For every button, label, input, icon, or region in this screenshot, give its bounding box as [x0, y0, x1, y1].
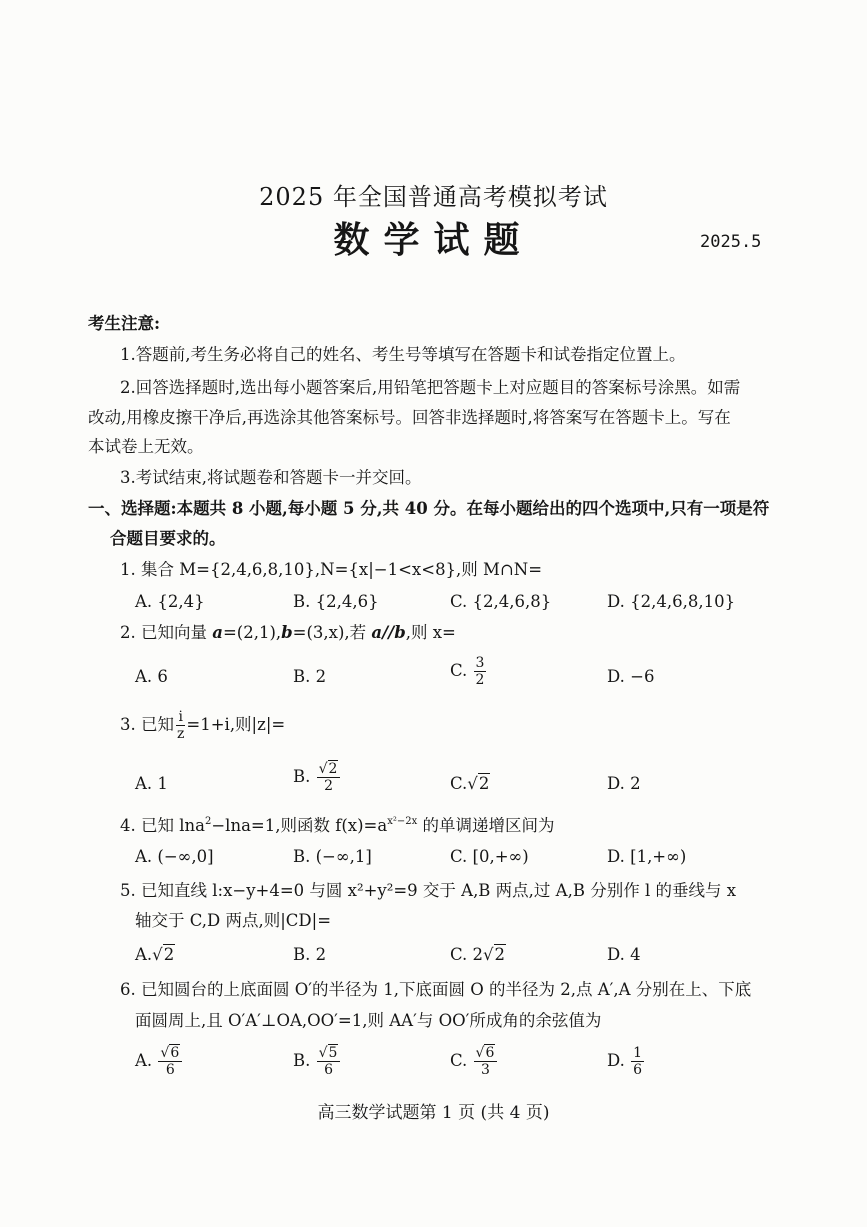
q6-option-a-label: A.	[135, 1051, 153, 1070]
q1-option-c: C. {2,4,6,8}	[450, 592, 552, 611]
fraction-denominator: z	[177, 726, 185, 742]
q1-option-a: A. {2,4}	[135, 592, 205, 611]
fraction-numerator: √6	[158, 1045, 182, 1062]
q3-option-b-fraction	[317, 761, 341, 794]
q6-option-b	[293, 1045, 340, 1078]
q6-option-d-fraction	[631, 1045, 644, 1078]
fraction-denominator: 3	[481, 1062, 490, 1078]
q2-stem-b: =(3,x),若	[292, 623, 372, 642]
fraction-denominator: 6	[324, 1062, 333, 1078]
q5-option-c: C. 2√2	[450, 945, 506, 964]
q2-parallel-symbol: //	[382, 623, 395, 642]
q4-stem-pre: 4. 已知 lna	[120, 816, 205, 835]
q2-parallel-a: a	[371, 623, 383, 642]
q6-option-a-fraction	[158, 1045, 182, 1078]
notice-item-2-line-3: 本试卷上无效。	[88, 437, 204, 456]
q3-stem-post: =1+i,则|z|=	[186, 715, 286, 734]
radicand: 2	[478, 774, 490, 793]
q4-stem-post: 的单调递增区间为	[417, 816, 555, 835]
fraction-denominator: 6	[633, 1062, 643, 1078]
q2-option-c	[450, 655, 486, 688]
notice-heading: 考生注意:	[88, 314, 161, 333]
fraction-denominator: 2	[475, 672, 485, 688]
q5-option-a-label: A.	[135, 945, 153, 964]
q3-stem-fraction	[175, 709, 186, 742]
radicand: 2	[163, 945, 175, 964]
q5-stem-line-2: 轴交于 C,D 两点,则|CD|=	[135, 911, 332, 930]
q4-stem-mid: −lna=1,则函数 f(x)=a	[211, 816, 388, 835]
notice-item-2-line-2: 改动,用橡皮擦干净后,再选涂其他答案标号。回答非选择题时,将答案写在答题卡上。写在	[88, 408, 731, 427]
radicand: 5	[328, 1045, 338, 1061]
notice-item-3: 3.考试结束,将试题卷和答题卡一并交回。	[120, 468, 422, 487]
exam-title: 2025 年全国普通高考模拟考试	[259, 183, 608, 211]
radicand: 6	[170, 1045, 180, 1061]
q2-stem-end: ,则 x=	[405, 623, 456, 642]
fraction-numerator: 1	[633, 1045, 643, 1061]
fraction-numerator: 3	[475, 655, 485, 671]
q2-option-b: B. 2	[293, 667, 327, 686]
notice-item-2-line-1: 2.回答选择题时,选出每小题答案后,用铅笔把答题卡上对应题目的答案标号涂黑。如需	[120, 378, 741, 397]
q2-stem-pre: 2. 已知向量	[120, 623, 213, 642]
radicand: 2	[494, 945, 506, 964]
q6-option-b-fraction	[317, 1045, 341, 1078]
q6-option-d	[607, 1045, 644, 1078]
q6-option-c-label: C.	[450, 1051, 468, 1070]
q2-vector-a: a	[212, 623, 223, 642]
q3-option-b	[293, 761, 340, 794]
q6-option-d-label: D.	[607, 1051, 625, 1070]
section-heading-line-1: 一、选择题:本题共 8 小题,每小题 5 分,共 40 分。在每小题给出的四个选项中,只有一项是符	[88, 499, 770, 518]
notice-item-1: 1.答题前,考生务必将自己的姓名、考生号等填写在答题卡和试卷指定位置上。	[120, 345, 686, 364]
q3-option-d: D. 2	[607, 774, 641, 793]
q3-option-a: A. 1	[135, 774, 168, 793]
q5-option-c-label: C. 2	[450, 945, 484, 964]
q3-option-b-label: B.	[293, 767, 311, 786]
q3-option-c: C.√2	[450, 774, 490, 793]
q6-stem-line-2: 面圆周上,且 O′A′⊥OA,OO′=1,则 AA′与 OO′所成角的余弦值为	[135, 1011, 602, 1030]
q6-option-b-label: B.	[293, 1051, 311, 1070]
q4-option-c: C. [0,+∞)	[450, 847, 529, 866]
q3-stem-pre: 3. 已知	[120, 715, 174, 734]
q5-option-b: B. 2	[293, 945, 327, 964]
q5-option-a: A.√2	[135, 945, 175, 964]
q2-option-d: D. −6	[607, 667, 655, 686]
q4-option-a: A. (−∞,0]	[135, 847, 214, 866]
q2-vector-b: b	[281, 623, 293, 642]
q2-option-c-fraction	[474, 655, 487, 688]
fraction-denominator: 6	[165, 1062, 175, 1078]
q3-stem	[120, 709, 285, 742]
q6-option-a	[135, 1045, 182, 1078]
fraction-numerator: √2	[317, 761, 341, 778]
fraction-numerator: √5	[317, 1045, 341, 1062]
fraction-numerator: √6	[474, 1045, 498, 1062]
q4-square-exponent: 2	[204, 816, 212, 827]
q1-option-d: D. {2,4,6,8,10}	[607, 592, 736, 611]
q1-option-b: B. {2,4,6}	[293, 592, 379, 611]
exam-date: 2025.5	[700, 232, 762, 252]
q4-option-b: B. (−∞,1]	[293, 847, 372, 866]
q6-option-c	[450, 1045, 497, 1078]
fraction-numerator: i	[178, 709, 183, 725]
q6-option-c-fraction	[474, 1045, 498, 1078]
subject-title: 数学试题	[333, 219, 534, 261]
radicand: 6	[485, 1045, 495, 1061]
q5-stem-line-1: 5. 已知直线 l:x−y+4=0 与圆 x²+y²=9 交于 A,B 两点,过 A,B 分别作 l 的垂线与 x	[120, 881, 737, 900]
q6-stem-line-1: 6. 已知圆台的上底面圆 O′的半径为 1,下底面圆 O 的半径为 2,点 A′,A 分别在上、下底	[120, 980, 752, 999]
q2-stem	[120, 622, 456, 644]
section-heading-line-2: 合题目要求的。	[110, 529, 226, 548]
page-footer: 高三数学试题第 1 页 (共 4 页)	[317, 1103, 550, 1123]
q5-option-d: D. 4	[607, 945, 641, 964]
q3-option-c-label: C.	[450, 774, 468, 793]
q4-function-exponent: x²−2x	[387, 816, 418, 827]
q2-parallel-b: b	[394, 623, 406, 642]
fraction-denominator: 2	[324, 778, 333, 794]
q4-option-d: D. [1,+∞)	[607, 847, 687, 866]
q2-stem-a: =(2,1),	[222, 623, 282, 642]
q4-stem	[120, 815, 554, 837]
q2-option-c-label: C.	[450, 661, 468, 680]
q1-stem: 1. 集合 M={2,4,6,8,10},N={x|−1<x<8},则 M∩N=	[120, 560, 543, 579]
q2-option-a: A. 6	[135, 667, 168, 686]
radicand: 2	[328, 761, 338, 777]
